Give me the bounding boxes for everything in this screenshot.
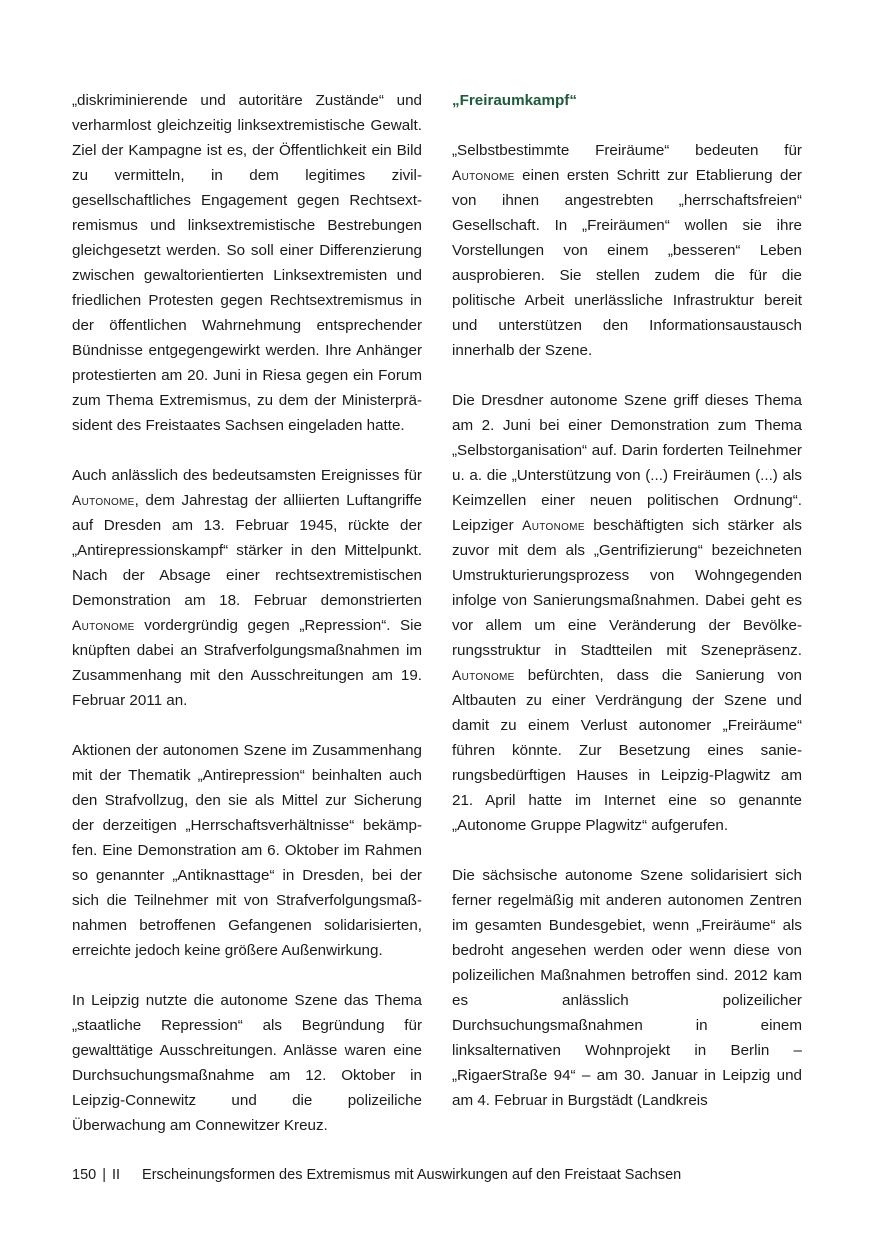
term-autonome: Autonome — [452, 167, 515, 183]
text-run: Auch anlässlich des bedeutsamsten Ereignisses für — [72, 467, 422, 484]
paragraph: „diskriminierende und autoritäre Zustände“ und verharmlost gleichzeitig linksextremistische Gewalt. Ziel der Kampagne ist es, der Öffentlichkeit ein Bild zu vermitteln, in dem legitimes zivilgesellschaftliches Engagement gegen Rechtsextremismus und linksextremistische Bestrebungen gleichgesetzt werden. So soll einer Differenzierung zwischen gewaltorientierten Linksextremisten und friedlichen Protesten gegen Rechtsextremismus in der öffentlichen Wahrnehmung entsprechender Bündnisse entgegengewirkt werden. Ihre Anhänger protestierten am 20. Juni in Riesa gegen ein Forum zum Thema Extremismus, zu dem der Ministerpräsident des Freistaates Sachsen eingeladen hatte. — [72, 92, 422, 434]
paragraph — [72, 463, 422, 713]
page-footer — [72, 1165, 681, 1185]
footer-separator: | — [102, 1167, 106, 1183]
text-run: befürchten, dass die Sanierung von Altbauten zu einer Verdrängung der Szene und damit zu einem Verlust autonomer „Freiräume“ führen könnte. Zur Besetzung eines sanierungsbedürftigen Hauses in Leipzig-Plagwitz am 21. April hatte im Internet eine so genannte „Autonome Gruppe Plagwitz“ aufgerufen. — [452, 667, 802, 834]
text-run: „Selbstbestimmte Freiräume“ bedeuten für — [452, 142, 802, 159]
text-run: beschäftigten sich stärker als zuvor mit dem als „Gentrifizierung“ bezeichneten Umstrukturierungsprozess von Wohngegenden infolge von Sanierungsmaßnahmen. Dabei geht es vor allem um eine Veränderung der Bevölkerungsstruktur in Stadtteilen mit Szenepräsenz. — [452, 517, 802, 659]
chapter-title: Erscheinungsformen des Extremismus mit Auswirkungen auf den Freistaat Sachsen — [142, 1167, 682, 1183]
term-autonome: Autonome — [522, 517, 585, 533]
right-column — [452, 88, 802, 1113]
paragraph: In Leipzig nutzte die autonome Szene das Thema „staatliche Repression“ als Begründung für gewalttätige Ausschreitungen. Anlässe waren eine Durchsuchungsmaßnahme am 12. Oktober in Leipzig-Connewitz und die polizeiliche Überwachung am Connewitzer Kreuz. — [72, 992, 422, 1134]
text-run: einen ersten Schritt zur Etablierung der von ihnen angestrebten „herrschaftsfreien“ Gesellschaft. In „Freiräumen“ wollen sie ihre Vorstellungen von einem „besseren“ Leben ausprobieren. Sie stellen zudem die für die politische Arbeit unerlässliche Infrastruktur bereit und unterstützen den Informationsaustausch innerhalb der Szene. — [452, 167, 802, 359]
page-number: 150 — [72, 1167, 97, 1183]
section-heading: „Freiraumkampf“ — [452, 92, 577, 109]
left-column — [72, 88, 422, 1138]
text-run: Die Dresdner autonome Szene griff dieses Thema am 2. Juni bei einer Demonstration zum Thema „Selbstorganisation“ auf. Darin forderten Teilnehmer u. a. die „Unterstützung von (...) Freiräumen (...) als Keimzellen einer neuen politischen Ordnung“. Leipziger — [452, 392, 802, 534]
paragraph: Aktionen der autonomen Szene im Zusammenhang mit der Thematik „Antirepression“ beinhalten auch den Strafvollzug, den sie als Mittel zur Sicherung der derzeitigen „Herrschaftsverhältnisse“ bekämpfen. Eine Demonstration am 6. Oktober im Rahmen so genannter „Antiknasttage“ in Dresden, bei der sich die Teilnehmer mit von Strafverfolgungsmaßnahmen betroffenen Gefangenen solidarisierten, erreichte jedoch keine größere Außenwirkung. — [72, 742, 422, 959]
text-run: vordergründig gegen „Repression“. Sie knüpften dabei an Strafverfolgungsmaßnahmen im Zusammenhang mit den Ausschreitungen am 19. Februar 2011 an. — [72, 617, 422, 709]
paragraph — [452, 138, 802, 363]
term-autonome: Autonome — [72, 617, 135, 633]
section-number: II — [111, 1167, 121, 1183]
paragraph — [452, 388, 802, 838]
text-run: , dem Jahrestag der alliierten Luftangriffe auf Dresden am 13. Februar 1945, rückte der „Antirepressionskampf“ stärker in den Mittelpunkt. Nach der Absage einer rechtsextremistischen Demonstration am 18. Februar demonstrierten — [72, 492, 422, 609]
term-autonome: Autonome — [72, 492, 135, 508]
paragraph: Die sächsische autonome Szene solidarisiert sich ferner regelmäßig mit anderen autonomen Zentren im gesamten Bundesgebiet, wenn „Freiräume“ als bedroht angesehen werden oder wenn diese von polizeilichen Maßnahmen betroffen sind. 2012 kam es anlässlich polizeilicher Durchsuchungsmaßnahmen in einem linksalternativen Wohnprojekt in Berlin – „RigaerStraße 94“ – am 30. Januar in Leipzig und am 4. Februar in Burgstädt (Landkreis — [452, 867, 802, 1109]
term-autonome: Autonome — [452, 667, 515, 683]
